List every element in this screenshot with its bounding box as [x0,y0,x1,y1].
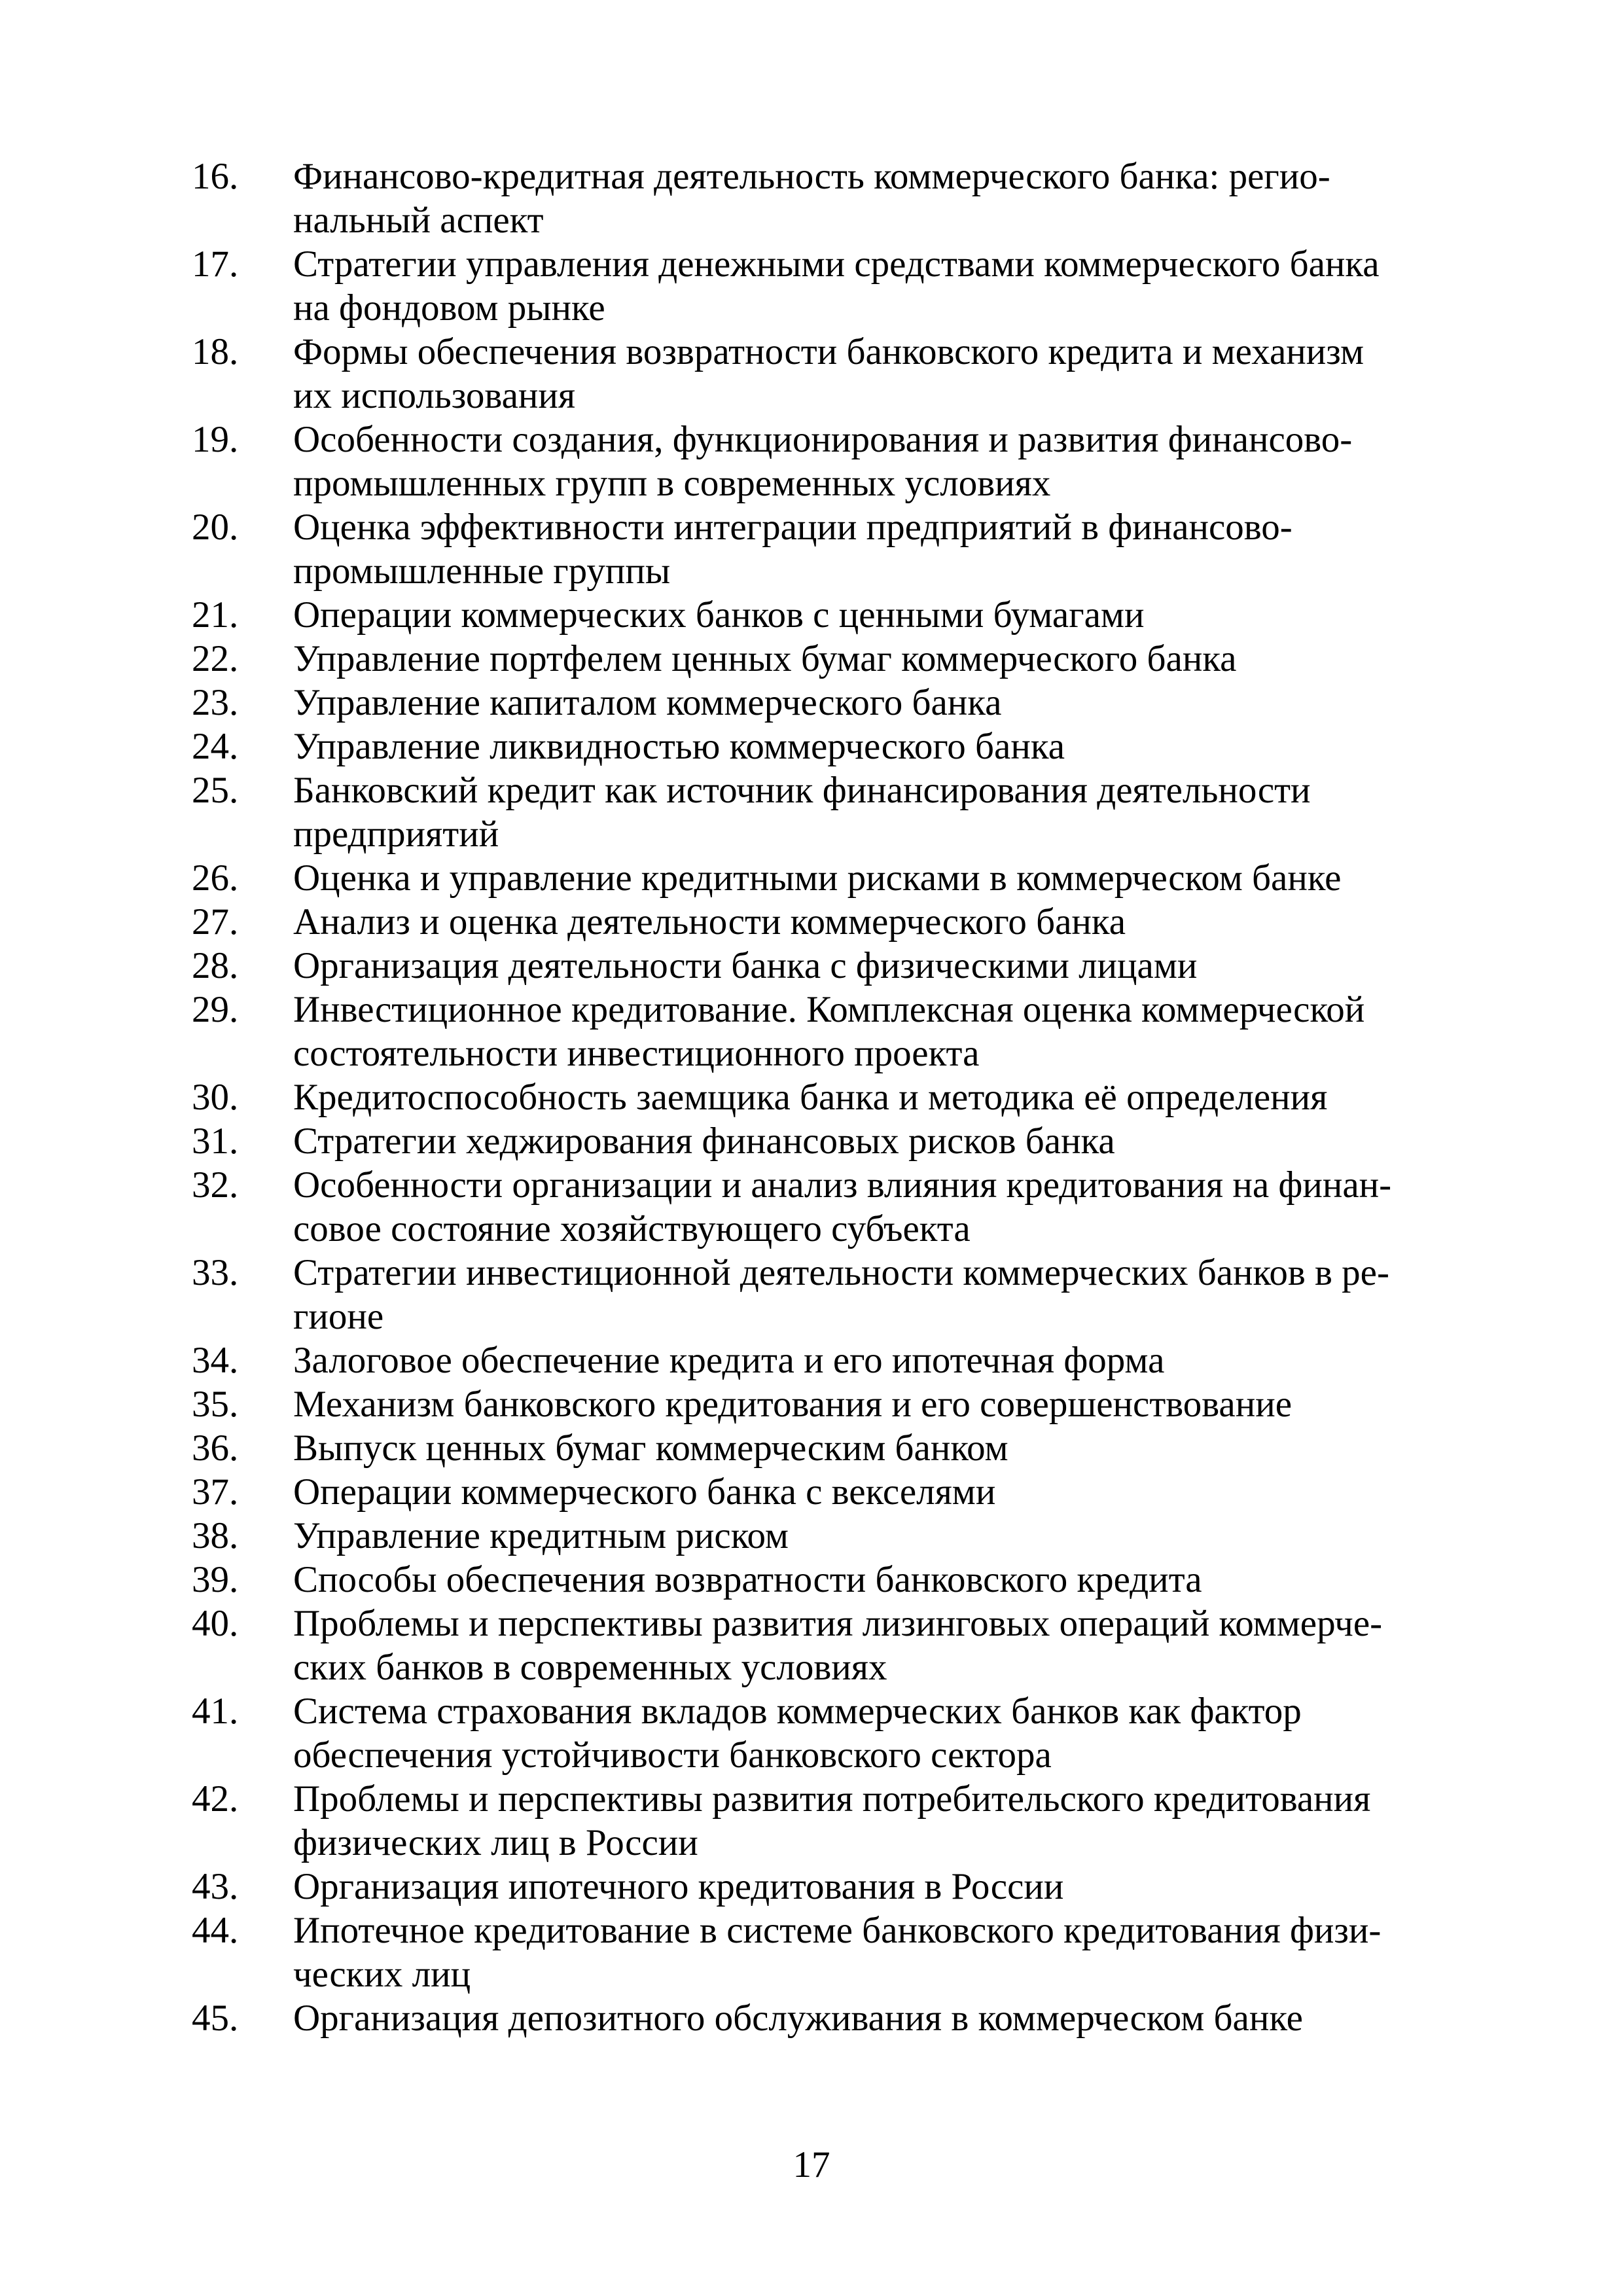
topic-number: 36. [192,1427,239,1469]
topic-title-line: Операции коммерческого банка с векселями [293,1471,996,1513]
topic-number: 23. [192,682,239,723]
topic-title [293,1865,1446,1909]
topic-title [293,1426,1446,1470]
topic-number: 24. [192,726,239,767]
topic-title [293,856,1446,900]
topic-item [192,1426,1446,1470]
topic-item [192,1119,1446,1163]
topic-item [192,1689,1446,1777]
topic-item [192,725,1446,768]
topic-title-line: Финансово-кредитная деятельность коммерческого банка: регио- [293,156,1330,197]
topic-title-line: Особенности создания, функционирования и развития финансово- [293,419,1353,460]
topic-title [293,768,1446,856]
topic-number: 45. [192,1998,239,2039]
topic-title [293,1382,1446,1426]
topic-title-line: промышленных групп в современных условиях [293,463,1051,504]
topic-number: 22. [192,638,239,679]
topic-number: 18. [192,331,239,372]
topic-item [192,1909,1446,1996]
topic-item [192,988,1446,1075]
topic-item [192,1602,1446,1689]
topic-item [192,1338,1446,1382]
topic-title-line: Залоговое обеспечение кредита и его ипотечная форма [293,1340,1165,1381]
topic-number: 37. [192,1471,239,1513]
topic-title-line: Формы обеспечения возвратности банковского кредита и механизм [293,331,1364,372]
topic-title [293,1996,1446,2040]
topic-title [293,1338,1446,1382]
topic-number: 26. [192,857,239,899]
topic-title [293,900,1446,944]
topic-title-line: ческих лиц [293,1954,471,1995]
topic-number: 16. [192,156,239,197]
topic-item [192,1075,1446,1119]
topic-item [192,768,1446,856]
topic-number: 38. [192,1515,239,1556]
topic-title-line: Механизм банковского кредитования и его совершенствование [293,1384,1293,1425]
topic-title-line: физических лиц в России [293,1822,698,1863]
topic-item [192,1777,1446,1865]
page-number: 17 [793,2144,830,2185]
topic-item [192,1163,1446,1251]
topic-item [192,154,1446,242]
topic-title-line: Управление кредитным риском [293,1515,789,1556]
topic-title [293,154,1446,242]
topic-number: 17. [192,243,239,285]
topic-title [293,1777,1446,1865]
topic-item [192,637,1446,681]
topic-title-line: ских банков в современных условиях [293,1647,887,1688]
topic-title-line: Организация ипотечного кредитования в России [293,1866,1064,1907]
topic-number: 43. [192,1866,239,1907]
topic-item [192,330,1446,418]
topic-title [293,1119,1446,1163]
topic-number: 28. [192,945,239,986]
topic-title-line: Кредитоспособность заемщика банка и методика её определения [293,1077,1328,1118]
topic-title-line: предприятий [293,814,499,855]
topic-title-line: Управление портфелем ценных бумаг коммерческого банка [293,638,1237,679]
topic-number: 29. [192,989,239,1030]
topic-title [293,725,1446,768]
topic-item [192,856,1446,900]
topic-title-line: гионе [293,1296,384,1337]
topic-number: 27. [192,901,239,942]
topic-title-line: Стратегии управления денежными средствами коммерческого банка [293,243,1380,285]
topic-title [293,1602,1446,1689]
topic-number: 31. [192,1121,239,1162]
topic-title-line: Стратегии инвестиционной деятельности коммерческих банков в ре- [293,1252,1389,1293]
topic-title-line: Организация деятельности банка с физическими лицами [293,945,1198,986]
topic-item [192,505,1446,593]
topic-title [293,418,1446,505]
topic-title [293,681,1446,725]
topic-number: 44. [192,1910,239,1951]
topic-item [192,1251,1446,1338]
topic-item [192,900,1446,944]
topic-title-line: Выпуск ценных бумаг коммерческим банком [293,1427,1008,1469]
topic-title-line: Проблемы и перспективы развития лизинговых операций коммерче- [293,1603,1383,1644]
topic-title-line: Особенности организации и анализ влияния кредитования на финан- [293,1164,1392,1206]
topic-title-line: Стратегии хеджирования финансовых рисков банка [293,1121,1115,1162]
topic-title [293,1689,1446,1777]
topic-title-line: Система страхования вкладов коммерческих банков как фактор [293,1691,1302,1732]
topic-title [293,1251,1446,1338]
topic-number: 19. [192,419,239,460]
topic-title-line: Операции коммерческих банков с ценными бумагами [293,594,1145,636]
topic-title [293,242,1446,330]
topic-item [192,593,1446,637]
topic-title [293,1558,1446,1602]
topic-number: 20. [192,507,239,548]
topic-item [192,242,1446,330]
topic-title [293,1163,1446,1251]
topic-item [192,418,1446,505]
topic-number: 33. [192,1252,239,1293]
topic-title-line: состоятельности инвестиционного проекта [293,1033,980,1074]
topic-title-line: Ипотечное кредитование в системе банковского кредитования физи- [293,1910,1382,1951]
topic-item [192,1558,1446,1602]
topic-number: 39. [192,1559,239,1600]
topic-title [293,988,1446,1075]
topic-title-line: Управление капиталом коммерческого банка [293,682,1002,723]
topic-number: 42. [192,1778,239,1820]
topic-number: 35. [192,1384,239,1425]
topic-title-line: Оценка эффективности интеграции предприятий в финансово- [293,507,1293,548]
topic-number: 30. [192,1077,239,1118]
topic-title [293,505,1446,593]
topic-title-line: Банковский кредит как источник финансирования деятельности [293,770,1311,811]
topic-title [293,637,1446,681]
topic-item [192,1514,1446,1558]
topic-title [293,1075,1446,1119]
topic-title-line: Оценка и управление кредитными рисками в коммерческом банке [293,857,1342,899]
topic-title-line: их использования [293,375,576,416]
topic-number: 40. [192,1603,239,1644]
topic-title-line: Проблемы и перспективы развития потребительского кредитования [293,1778,1371,1820]
topic-title [293,1470,1446,1514]
topic-title-line: Управление ликвидностью коммерческого банка [293,726,1065,767]
topic-title-line: на фондовом рынке [293,287,605,329]
topic-title [293,1909,1446,1996]
topic-number: 32. [192,1164,239,1206]
topic-title-line: промышленные группы [293,550,671,592]
topic-title [293,330,1446,418]
topic-title [293,593,1446,637]
topic-title-line: Инвестиционное кредитование. Комплексная оценка коммерческой [293,989,1365,1030]
topic-title [293,944,1446,988]
topic-title-line: нальный аспект [293,200,544,241]
topic-title-line: Организация депозитного обслуживания в коммерческом банке [293,1998,1303,2039]
topic-item [192,1382,1446,1426]
topic-number: 25. [192,770,239,811]
topic-number: 21. [192,594,239,636]
topic-title-line: обеспечения устойчивости банковского сектора [293,1734,1052,1776]
topic-number: 34. [192,1340,239,1381]
topic-number: 41. [192,1691,239,1732]
topic-item [192,1996,1446,2040]
topic-item [192,944,1446,988]
topic-title-line: совое состояние хозяйствующего субъекта [293,1208,971,1249]
topic-list [192,154,1446,2040]
topic-title [293,1514,1446,1558]
topic-item [192,681,1446,725]
topic-title-line: Анализ и оценка деятельности коммерческого банка [293,901,1126,942]
topic-item [192,1865,1446,1909]
topic-item [192,1470,1446,1514]
topic-title-line: Способы обеспечения возвратности банковского кредита [293,1559,1202,1600]
